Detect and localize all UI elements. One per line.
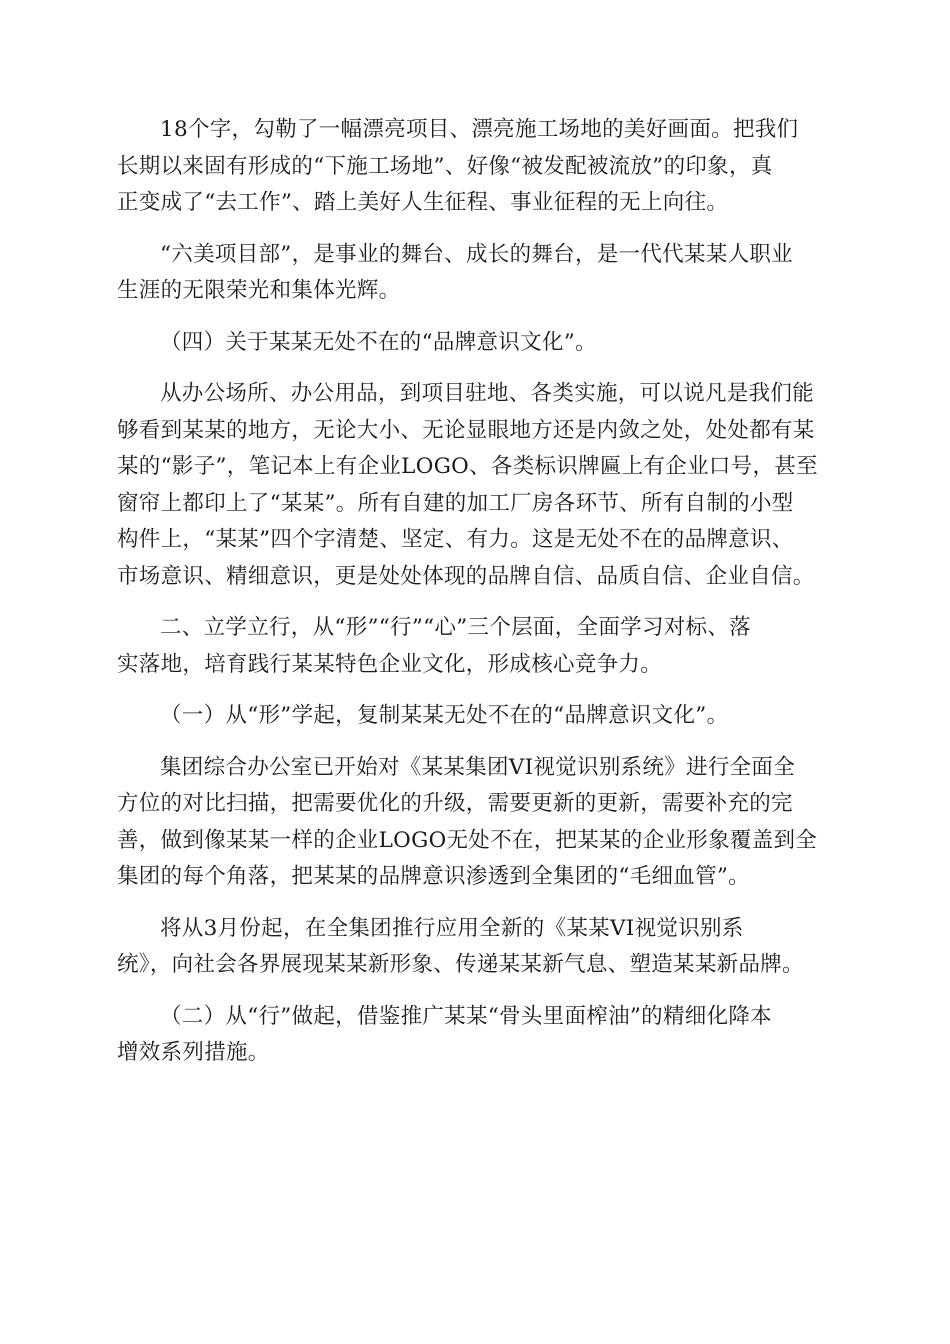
text-line: 某的“影子”，笔记本上有企业LOGO、各类标识牌匾上有企业口号，甚至 xyxy=(117,454,818,479)
text-line: 正变成了“去工作”、踏上美好人生征程、事业征程的无上向往。 xyxy=(117,190,729,215)
text-line: 统》，向社会各界展现某某新形象、传递某某新气息、塑造某某新品牌。 xyxy=(117,952,804,977)
text-line: 善，做到像某某一样的企业LOGO无处不在，把某某的企业形象覆盖到全 xyxy=(117,827,818,853)
text-line: 市场意识、精细意识，更是处处体现的品牌自信、品质自信、企业自信。 xyxy=(117,563,815,589)
text-line: 方位的对比扫描，把需要优化的升级，需要更新的更新，需要补充的完 xyxy=(117,791,793,816)
text-line: 生涯的无限荣光和集体光辉。 xyxy=(117,278,401,303)
paragraph-8 xyxy=(117,911,833,984)
text-line: 集团的每个角落，把某某的品牌意识渗透到全集团的“毛细血管”。 xyxy=(117,864,750,889)
paragraph-1 xyxy=(117,112,833,222)
document-page xyxy=(117,112,833,1087)
section-heading-2 xyxy=(117,610,833,683)
text-line: 集团综合办公室已开始对《某某集团VI视觉识别系统》进行全面全 xyxy=(160,754,796,780)
heading-line: 实落地，培育践行某某特色企业文化，形成核心竞争力。 xyxy=(117,651,663,677)
section-heading-4 xyxy=(117,325,833,362)
heading-line: 增效系列措施。 xyxy=(117,1040,270,1065)
text-line: 窗帘上都印上了“某某”。所有自建的加工厂房各环节、所有自制的小型 xyxy=(117,490,794,516)
text-line: 将从3月份起，在全集团推行应用全新的《某某VI视觉识别系 xyxy=(160,915,744,941)
subsection-heading-1 xyxy=(117,698,833,735)
subsection-heading-2 xyxy=(117,999,833,1072)
text-line: 18个字，勾勒了一幅漂亮项目、漂亮施工场地的美好画面。把我们 xyxy=(160,117,799,142)
text-line: 构件上，“某某”四个字清楚、坚定、有力。这是无处不在的品牌意识、 xyxy=(117,527,794,552)
paragraph-4 xyxy=(117,376,833,595)
heading-line: （一）从“形”学起，复制某某无处不在的“品牌意识文化”。 xyxy=(160,703,729,728)
text-line: 从办公场所、办公用品，到项目驻地、各类实施，可以说凡是我们能 xyxy=(160,381,815,406)
heading-line: （四）关于某某无处不在的“品牌意识文化”。 xyxy=(160,329,597,355)
heading-line: （二）从“行”做起，借鉴推广某某“骨头里面榨油”的精细化降本 xyxy=(160,1003,772,1029)
text-line: 长期以来固有形成的“下施工场地”、好像“被发配被流放”的印象，真 xyxy=(117,153,773,179)
paragraph-2 xyxy=(117,237,833,310)
heading-line: 二、立学立行，从“形”“行”“心”三个层面，全面学习对标、落 xyxy=(160,615,751,640)
text-line: “六美项目部”，是事业的舞台、成长的舞台，是一代代某某人职业 xyxy=(160,241,793,267)
paragraph-7 xyxy=(117,750,833,896)
text-line: 够看到某某的地方，无论大小、无论显眼地方还是内敛之处，处处都有某 xyxy=(117,417,815,443)
